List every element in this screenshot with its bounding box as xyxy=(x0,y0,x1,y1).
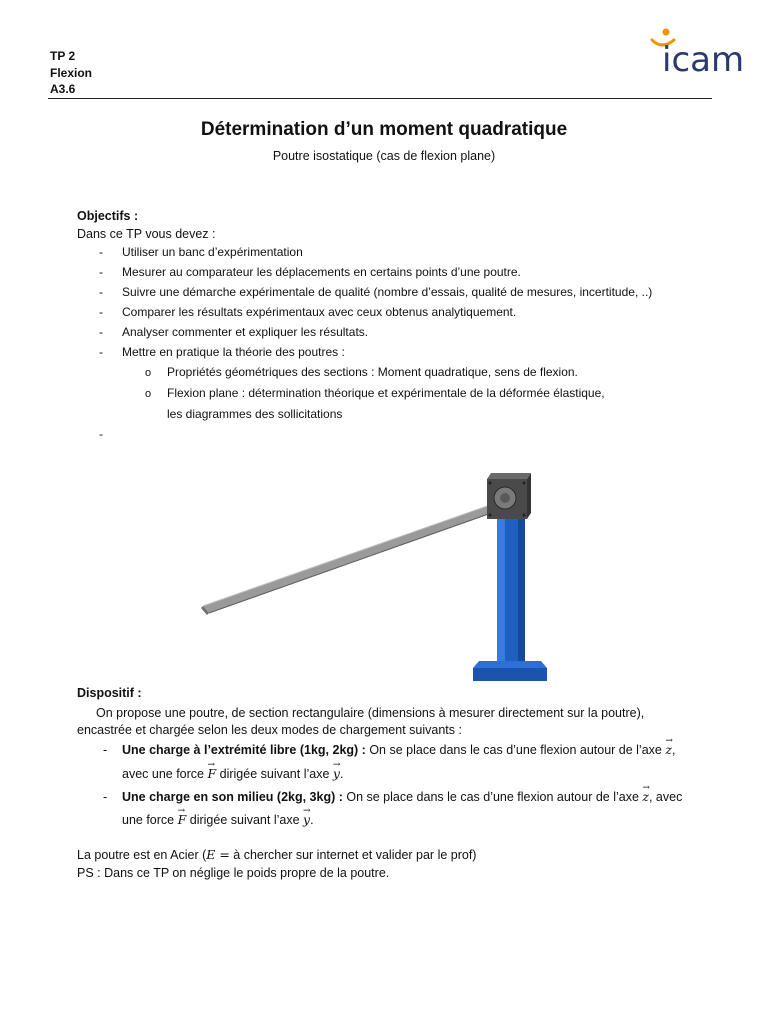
text-segment: avec une force xyxy=(122,767,208,781)
axis-y-vector: → y xyxy=(333,766,340,781)
objective-item-1: Utiliser un banc d’expérimentation xyxy=(122,245,303,259)
objective-item-4: Comparer les résultats expérimentaux avec ceux obtenus analytiquement. xyxy=(122,305,517,319)
course-code: TP 2 xyxy=(50,49,76,63)
axis-y-vector: → y xyxy=(303,812,310,827)
objective-item-5: Analyser commenter et expliquer les résultats. xyxy=(122,325,369,339)
material-note xyxy=(77,847,476,863)
text-segment: dirigée suivant l’axe xyxy=(216,767,333,781)
bullet-dash: - xyxy=(99,345,103,359)
loading-case-1-label: Une charge à l’extrémité libre (1kg, 2kg) : xyxy=(122,743,366,757)
bullet-dash: - xyxy=(99,245,103,259)
loading-case-1-end: , xyxy=(671,743,676,757)
axis-z-vector: → z xyxy=(642,789,649,804)
loading-case-2 xyxy=(122,789,682,805)
text-segment: La poutre est en Acier ( xyxy=(77,848,207,862)
bullet-dash: - xyxy=(99,265,103,279)
youngs-modulus-symbol: E = xyxy=(206,847,230,862)
bullet-dash: - xyxy=(99,305,103,319)
beam-test-bench-illustration xyxy=(175,455,595,690)
loading-case-1-line2 xyxy=(122,766,343,782)
objective-subitem-2-cont: les diagrammes des sollicitations xyxy=(167,407,343,421)
text-segment: une force xyxy=(122,813,178,827)
objective-item-2: Mesurer au comparateur les déplacements en certains points d’une poutre. xyxy=(122,265,521,279)
sub-bullet: o xyxy=(145,367,152,379)
objective-item-6: Mettre en pratique la théorie des poutres : xyxy=(122,345,345,359)
text-segment: . xyxy=(310,813,314,827)
page-subtitle: Poutre isostatique (cas de flexion plane) xyxy=(272,149,496,163)
axis-z-vector: → z xyxy=(665,742,672,757)
text-segment: . xyxy=(339,767,344,781)
text-segment: dirigée suivant l’axe xyxy=(186,813,304,827)
objective-item-3: Suivre une démarche expérimentale de qualité (nombre d’essais, qualité de mesures, incertitude, ..) xyxy=(122,285,653,299)
header-rule xyxy=(48,98,712,99)
sub-bullet: o xyxy=(145,388,152,400)
dispositif-paragraph-line1: On propose une poutre, de section rectangulaire (dimensions à mesurer directement sur la poutre), xyxy=(96,706,645,720)
bullet-dash: - xyxy=(99,427,103,441)
objectifs-intro: Dans ce TP vous devez : xyxy=(77,227,216,241)
course-section: A3.6 xyxy=(50,82,76,96)
bullet-dash: - xyxy=(103,743,108,757)
course-topic: Flexion xyxy=(50,66,93,80)
ps-note: PS : Dans ce TP on néglige le poids propre de la poutre. xyxy=(77,866,390,880)
loading-case-2-label: Une charge en son milieu (2kg, 3kg) : xyxy=(122,790,343,804)
objective-subitem-2: Flexion plane : détermination théorique et expérimentale de la déformée élastique, xyxy=(167,386,605,400)
bullet-dash: - xyxy=(103,790,108,804)
page-title: Détermination d’un moment quadratique xyxy=(200,119,568,140)
loading-case-2-text: On se place dans le cas d’une flexion autour de l’axe xyxy=(342,790,643,804)
bullet-dash: - xyxy=(99,285,103,299)
loading-case-1 xyxy=(122,742,675,758)
force-vector: → F xyxy=(178,812,187,827)
dispositif-paragraph-line2: encastrée et chargée selon les deux modes de chargement suivants : xyxy=(77,723,462,737)
loading-case-1-text: On se place dans le cas d’une flexion autour de l’axe xyxy=(365,743,666,757)
icam-logo-text: icam xyxy=(662,40,745,80)
text-segment: à chercher sur internet et valider par le prof) xyxy=(229,848,477,862)
bullet-dash: - xyxy=(99,325,103,339)
loading-case-2-line2 xyxy=(122,812,314,828)
objective-subitem-1: Propriétés géométriques des sections : Moment quadratique, sens de flexion. xyxy=(167,365,578,379)
loading-case-2-end: , avec xyxy=(648,790,683,804)
force-vector: → F xyxy=(207,766,216,781)
icam-logo xyxy=(648,26,744,82)
dispositif-heading: Dispositif : xyxy=(77,686,142,700)
objectifs-heading: Objectifs : xyxy=(77,209,139,223)
